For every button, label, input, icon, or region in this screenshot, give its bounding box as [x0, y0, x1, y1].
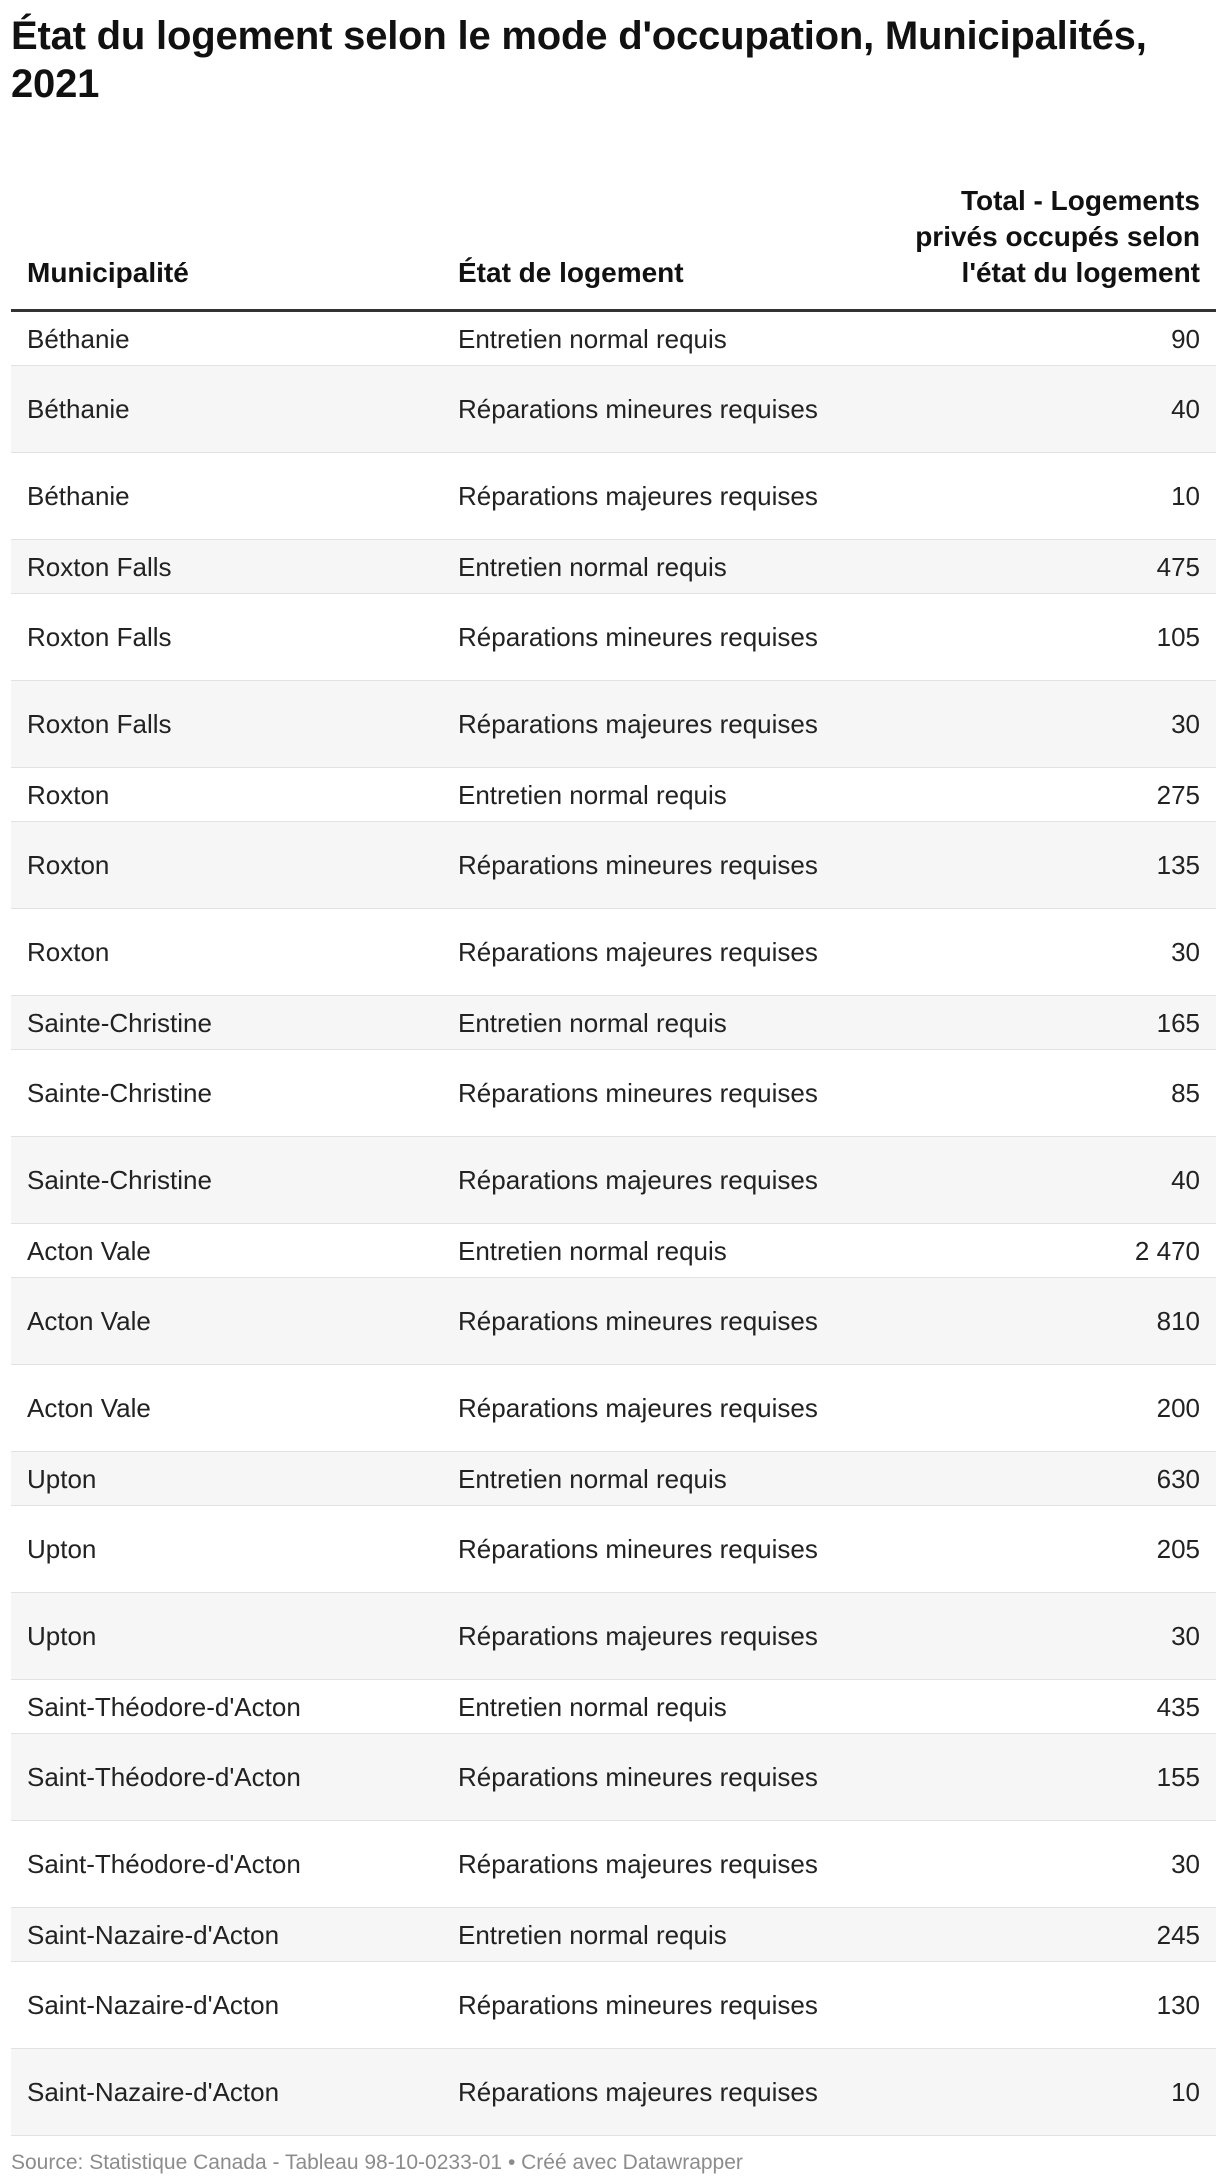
cell-etat: Entretien normal requis [442, 768, 862, 822]
table-row [11, 594, 1216, 681]
cell-etat: Entretien normal requis [442, 1452, 862, 1506]
cell-total: 105 [862, 594, 1216, 681]
table-row [11, 768, 1216, 822]
table-row [11, 1680, 1216, 1734]
cell-etat: Réparations mineures requises [442, 1278, 862, 1365]
table-row [11, 681, 1216, 768]
cell-municipalite: Upton [11, 1593, 442, 1680]
cell-municipalite: Sainte-Christine [11, 996, 442, 1050]
table-row [11, 453, 1216, 540]
cell-etat: Réparations majeures requises [442, 453, 862, 540]
table-row [11, 909, 1216, 996]
cell-etat: Entretien normal requis [442, 540, 862, 594]
cell-total: 40 [862, 366, 1216, 453]
table-row [11, 311, 1216, 366]
cell-municipalite: Roxton Falls [11, 594, 442, 681]
table-row [11, 822, 1216, 909]
cell-total: 90 [862, 311, 1216, 366]
table-row [11, 1278, 1216, 1365]
cell-municipalite: Roxton Falls [11, 681, 442, 768]
cell-total: 475 [862, 540, 1216, 594]
cell-municipalite: Roxton [11, 768, 442, 822]
cell-etat: Réparations mineures requises [442, 1962, 862, 2049]
cell-etat: Réparations majeures requises [442, 1365, 862, 1452]
cell-etat: Réparations mineures requises [442, 366, 862, 453]
cell-etat: Réparations mineures requises [442, 594, 862, 681]
cell-municipalite: Acton Vale [11, 1224, 442, 1278]
cell-municipalite: Sainte-Christine [11, 1137, 442, 1224]
cell-total: 10 [862, 2049, 1216, 2136]
cell-municipalite: Roxton [11, 909, 442, 996]
cell-municipalite: Upton [11, 1452, 442, 1506]
table-body [11, 311, 1216, 2136]
cell-etat: Réparations majeures requises [442, 1593, 862, 1680]
source-footer: Source: Statistique Canada - Tableau 98-10-0233-01 • Créé avec Datawrapper [11, 2151, 743, 2174]
table-row [11, 540, 1216, 594]
cell-total: 30 [862, 909, 1216, 996]
cell-total: 630 [862, 1452, 1216, 1506]
cell-total: 10 [862, 453, 1216, 540]
cell-municipalite: Béthanie [11, 453, 442, 540]
cell-total: 130 [862, 1962, 1216, 2049]
table-row [11, 1962, 1216, 2049]
cell-etat: Réparations majeures requises [442, 2049, 862, 2136]
table-row [11, 366, 1216, 453]
cell-municipalite: Acton Vale [11, 1278, 442, 1365]
cell-etat: Entretien normal requis [442, 1908, 862, 1962]
cell-municipalite: Saint-Théodore-d'Acton [11, 1680, 442, 1734]
cell-municipalite: Saint-Nazaire-d'Acton [11, 1962, 442, 2049]
cell-etat: Entretien normal requis [442, 1680, 862, 1734]
cell-municipalite: Acton Vale [11, 1365, 442, 1452]
table-row [11, 1593, 1216, 1680]
table-row [11, 1365, 1216, 1452]
cell-total: 135 [862, 822, 1216, 909]
cell-etat: Entretien normal requis [442, 1224, 862, 1278]
cell-etat: Réparations mineures requises [442, 1734, 862, 1821]
cell-etat: Réparations mineures requises [442, 822, 862, 909]
table-row [11, 1452, 1216, 1506]
table-row [11, 2049, 1216, 2136]
cell-etat: Réparations mineures requises [442, 1050, 862, 1137]
cell-etat: Réparations mineures requises [442, 1506, 862, 1593]
cell-total: 85 [862, 1050, 1216, 1137]
chart-title: État du logement selon le mode d'occupation, Municipalités, 2021 [11, 14, 1147, 106]
cell-total: 155 [862, 1734, 1216, 1821]
cell-etat: Réparations majeures requises [442, 681, 862, 768]
cell-total: 30 [862, 1593, 1216, 1680]
cell-total: 165 [862, 996, 1216, 1050]
cell-municipalite: Saint-Nazaire-d'Acton [11, 1908, 442, 1962]
table-row [11, 1908, 1216, 1962]
column-header-total[interactable]: Total - Logements privés occupés selon l'état du logement [862, 158, 1216, 311]
cell-total: 810 [862, 1278, 1216, 1365]
cell-municipalite: Béthanie [11, 366, 442, 453]
cell-municipalite: Saint-Nazaire-d'Acton [11, 2049, 442, 2136]
cell-total: 2 470 [862, 1224, 1216, 1278]
column-header-etat[interactable]: État de logement [442, 158, 862, 311]
table-row [11, 1734, 1216, 1821]
table-row [11, 1050, 1216, 1137]
cell-etat: Réparations majeures requises [442, 1821, 862, 1908]
cell-total: 435 [862, 1680, 1216, 1734]
cell-etat: Réparations majeures requises [442, 909, 862, 996]
table-row [11, 1137, 1216, 1224]
column-header-municipalite[interactable]: Municipalité [11, 158, 442, 311]
cell-municipalite: Béthanie [11, 311, 442, 366]
chart-container [11, 0, 1216, 2107]
cell-municipalite: Sainte-Christine [11, 1050, 442, 1137]
cell-total: 30 [862, 681, 1216, 768]
cell-municipalite: Roxton [11, 822, 442, 909]
cell-municipalite: Roxton Falls [11, 540, 442, 594]
cell-total: 200 [862, 1365, 1216, 1452]
cell-total: 205 [862, 1506, 1216, 1593]
table-row [11, 1224, 1216, 1278]
table-row [11, 1506, 1216, 1593]
cell-municipalite: Saint-Théodore-d'Acton [11, 1734, 442, 1821]
cell-municipalite: Saint-Théodore-d'Acton [11, 1821, 442, 1908]
cell-etat: Réparations majeures requises [442, 1137, 862, 1224]
table-row [11, 996, 1216, 1050]
cell-total: 40 [862, 1137, 1216, 1224]
cell-etat: Entretien normal requis [442, 996, 862, 1050]
table-header-row [11, 158, 1216, 311]
cell-total: 275 [862, 768, 1216, 822]
cell-etat: Entretien normal requis [442, 311, 862, 366]
table-row [11, 1821, 1216, 1908]
cell-total: 245 [862, 1908, 1216, 1962]
cell-municipalite: Upton [11, 1506, 442, 1593]
cell-total: 30 [862, 1821, 1216, 1908]
data-table [11, 158, 1216, 2136]
